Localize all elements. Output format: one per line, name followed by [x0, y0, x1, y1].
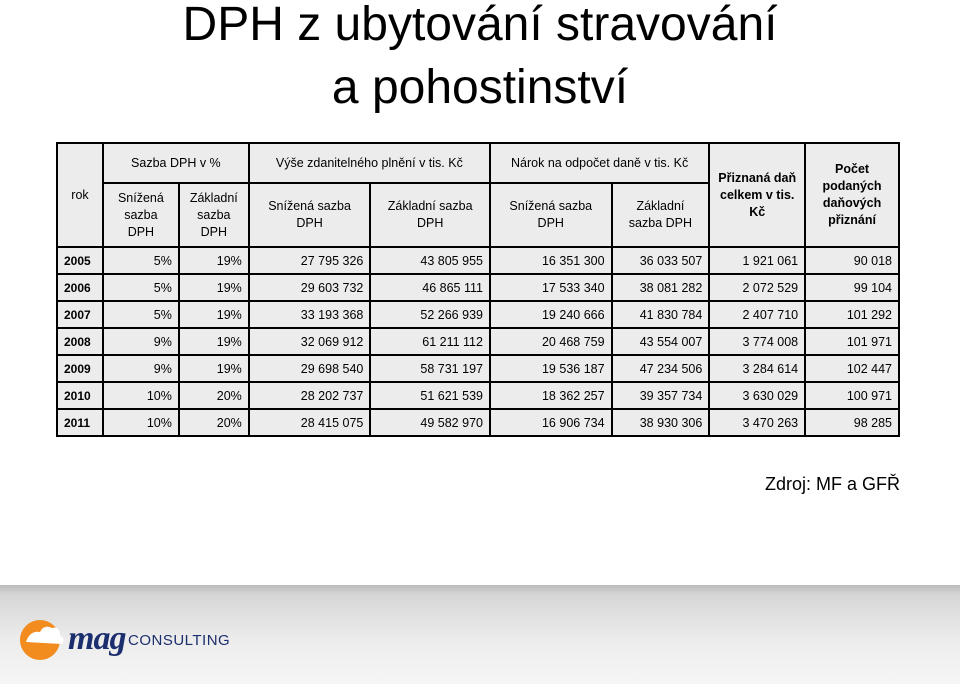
cell-pocet: 102 447 [805, 355, 899, 382]
cell-sazba-snizena: 5% [103, 274, 179, 301]
header-pocet: Počet podaných daňových přiznání [805, 143, 899, 247]
logo-mag-text: mag [68, 620, 126, 657]
table-header-row-1 [57, 143, 899, 183]
header-priznana-dan: Přiznaná daň celkem v tis. Kč [709, 143, 805, 247]
cell-sazba-zakladni: 19% [179, 301, 249, 328]
cell-year: 2011 [57, 409, 103, 436]
cell-sazba-zakladni: 19% [179, 355, 249, 382]
cell-sazba-zakladni: 19% [179, 328, 249, 355]
cell-narok-zakladni: 38 081 282 [612, 274, 710, 301]
table-row [57, 382, 899, 409]
cell-plneni-zakladni: 49 582 970 [370, 409, 490, 436]
cell-priznana-dan: 2 072 529 [709, 274, 805, 301]
cell-plneni-snizena: 28 202 737 [249, 382, 371, 409]
cell-sazba-zakladni: 20% [179, 382, 249, 409]
cell-plneni-zakladni: 58 731 197 [370, 355, 490, 382]
source-note: Zdroj: MF a GFŘ [764, 474, 900, 494]
cell-narok-snizena: 16 351 300 [490, 247, 612, 274]
header-rok: rok [57, 143, 103, 247]
cell-narok-snizena: 19 240 666 [490, 301, 612, 328]
title-line-1: DPH z ubytování stravování [182, 0, 778, 51]
cell-plneni-zakladni: 52 266 939 [370, 301, 490, 328]
cell-plneni-zakladni: 43 805 955 [370, 247, 490, 274]
cell-sazba-zakladni: 19% [179, 247, 249, 274]
table-row [57, 274, 899, 301]
vat-data-table [56, 142, 900, 437]
header-group-plneni: Výše zdanitelného plnění v tis. Kč [249, 143, 490, 183]
header-narok-snizena: Snížená sazba DPH [490, 183, 612, 247]
cell-priznana-dan: 2 407 710 [709, 301, 805, 328]
cell-narok-snizena: 20 468 759 [490, 328, 612, 355]
header-sazba-zakladni: Základní sazba DPH [179, 183, 249, 247]
cell-year: 2007 [57, 301, 103, 328]
header-plneni-snizena: Snížená sazba DPH [249, 183, 371, 247]
cell-plneni-snizena: 29 603 732 [249, 274, 371, 301]
cell-priznana-dan: 3 284 614 [709, 355, 805, 382]
cell-narok-zakladni: 47 234 506 [612, 355, 710, 382]
cell-priznana-dan: 3 630 029 [709, 382, 805, 409]
cell-narok-snizena: 19 536 187 [490, 355, 612, 382]
cell-plneni-zakladni: 61 211 112 [370, 328, 490, 355]
cell-narok-zakladni: 41 830 784 [612, 301, 710, 328]
cell-narok-snizena: 17 533 340 [490, 274, 612, 301]
cell-plneni-snizena: 29 698 540 [249, 355, 371, 382]
table-row [57, 247, 899, 274]
table-body [57, 247, 899, 436]
cell-sazba-snizena: 9% [103, 328, 179, 355]
logo-consulting-text: CONSULTING [128, 632, 231, 649]
cell-plneni-zakladni: 51 621 539 [370, 382, 490, 409]
cell-plneni-snizena: 27 795 326 [249, 247, 371, 274]
cell-plneni-snizena: 32 069 912 [249, 328, 371, 355]
cell-priznana-dan: 3 470 263 [709, 409, 805, 436]
cell-narok-snizena: 18 362 257 [490, 382, 612, 409]
cell-sazba-zakladni: 19% [179, 274, 249, 301]
cell-narok-zakladni: 36 033 507 [612, 247, 710, 274]
cell-pocet: 90 018 [805, 247, 899, 274]
cell-year: 2006 [57, 274, 103, 301]
header-plneni-zakladni: Základní sazba DPH [370, 183, 490, 247]
cell-plneni-snizena: 33 193 368 [249, 301, 371, 328]
cell-narok-zakladni: 39 357 734 [612, 382, 710, 409]
cell-year: 2005 [57, 247, 103, 274]
cell-year: 2010 [57, 382, 103, 409]
cell-pocet: 99 104 [805, 274, 899, 301]
cell-year: 2009 [57, 355, 103, 382]
table-row [57, 328, 899, 355]
cell-plneni-zakladni: 46 865 111 [370, 274, 490, 301]
cloud-logo-icon [16, 612, 76, 662]
cell-sazba-snizena: 5% [103, 247, 179, 274]
table-row [57, 301, 899, 328]
cell-pocet: 100 971 [805, 382, 899, 409]
cell-sazba-snizena: 9% [103, 355, 179, 382]
cell-sazba-zakladni: 20% [179, 409, 249, 436]
header-narok-zakladni: Základní sazba DPH [612, 183, 710, 247]
header-group-narok: Nárok na odpočet daně v tis. Kč [490, 143, 709, 183]
cell-year: 2008 [57, 328, 103, 355]
header-group-sazba: Sazba DPH v % [103, 143, 249, 183]
table-row [57, 355, 899, 382]
cell-narok-zakladni: 43 554 007 [612, 328, 710, 355]
cell-sazba-snizena: 10% [103, 409, 179, 436]
cell-narok-snizena: 16 906 734 [490, 409, 612, 436]
cell-priznana-dan: 1 921 061 [709, 247, 805, 274]
header-sazba-snizena: Snížená sazba DPH [103, 183, 179, 247]
cell-sazba-snizena: 10% [103, 382, 179, 409]
cell-plneni-snizena: 28 415 075 [249, 409, 371, 436]
title-line-2: a pohostinství [331, 61, 629, 114]
cell-pocet: 101 292 [805, 301, 899, 328]
cell-pocet: 101 971 [805, 328, 899, 355]
table-row [57, 409, 899, 436]
cell-pocet: 98 285 [805, 409, 899, 436]
cell-priznana-dan: 3 774 008 [709, 328, 805, 355]
cell-narok-zakladni: 38 930 306 [612, 409, 710, 436]
cell-sazba-snizena: 5% [103, 301, 179, 328]
company-logo [16, 612, 231, 662]
